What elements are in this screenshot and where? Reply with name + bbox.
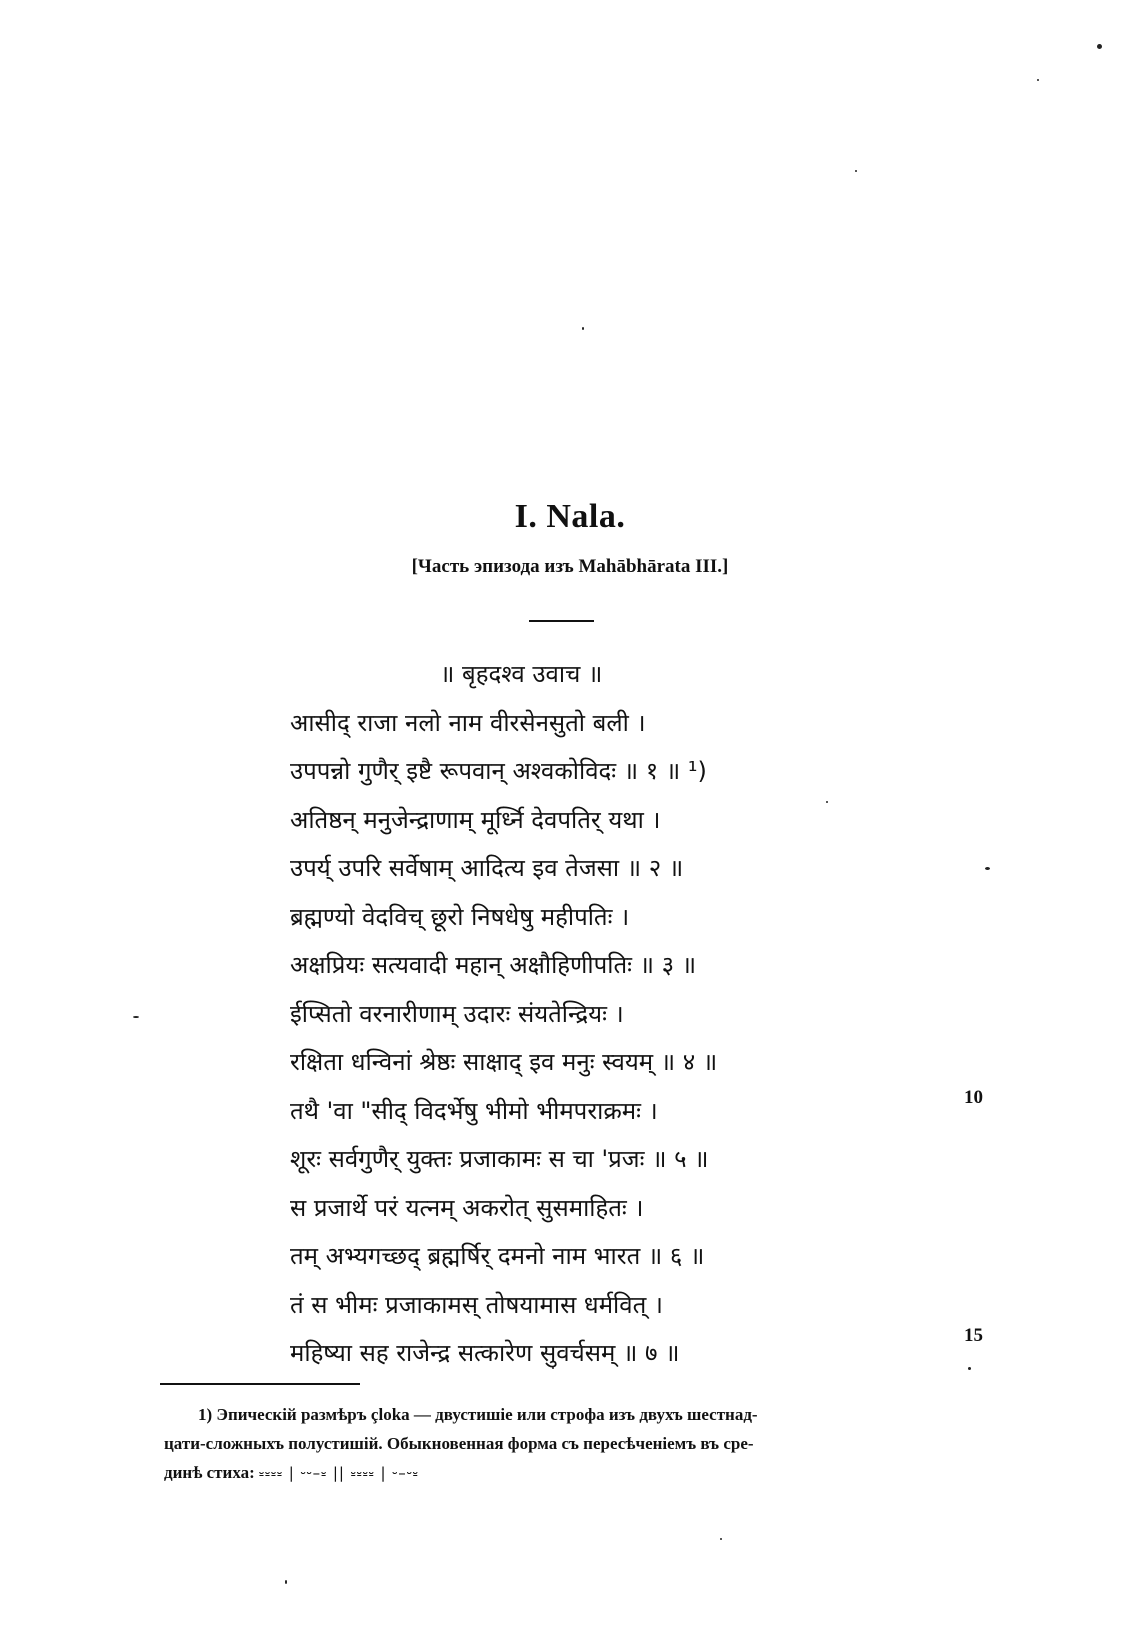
verse-line: ईप्सितो वरनारीणाम् उदारः संयतेन्द्रियः । [290,999,624,1028]
verse-line: अतिष्ठन् मनुजेन्द्राणाम् मूर्ध्नि देवपतिर् यथा । [290,805,661,834]
footnote-divider [160,1383,360,1385]
scan-speck [985,867,990,870]
scan-speck [855,170,857,172]
scan-speck [285,1580,287,1584]
line-number-10: 10 [964,1087,983,1108]
verse-line: उपर्य् उपरि सर्वेषाम् आदित्य इव तेजसा ॥ २ ॥ [290,854,684,882]
verse-block [290,650,910,1378]
verse-line: तम् अभ्यगच्छद् ब्रह्मर्षिर् दमनो नाम भारत ॥ ६ ॥ [290,1242,705,1270]
scan-speck [133,1016,139,1018]
scan-speck [1097,44,1102,49]
verse-line: तथै 'वा "सीद् विदर्भेषु भीमो भीमपराक्रमः । [290,1096,658,1125]
footnote-line-1: 1) Эпическій размѣръ çloka — двустишіе или строфа изъ двухъ шестнад- [198,1405,758,1424]
footnote-line-3-text: динѣ стиха: [164,1463,255,1482]
verse-line: रक्षिता धन्विनां श्रेष्ठः साक्षाद् इव मनुः स्वयम् ॥ ४ ॥ [290,1048,718,1076]
footnote-line-3 [164,1458,968,1488]
line-number-15: 15 [964,1325,983,1346]
verse-line: ब्रह्मण्यो वेदविच् छूरो निषधेषु महीपतिः । [290,902,630,931]
scan-speck [720,1538,722,1540]
scan-speck [968,1367,971,1370]
footnote [164,1400,968,1488]
footnote-line-2: цати-сложныхъ полустишій. Обыкновенная форма съ пересѣченіемъ въ сре- [164,1434,754,1453]
verse-line: तं स भीमः प्रजाकामस् तोषयामास धर्मवित् । [290,1290,664,1319]
page-title: I. Nala. [514,498,626,535]
verse-line: शूरः सर्वगुणैर् युक्तः प्रजाकामः स चा 'प्रजः ॥ ५ ॥ [290,1145,709,1173]
verse-line: उपपन्नो गुणैर् इष्टै रूपवान् अश्वकोविदः ॥ १ ॥ ¹) [290,757,707,785]
scan-speck [1037,79,1039,81]
scan-speck [582,327,584,330]
page-subtitle: [Часть эпизода изъ Mahābhārata III.] [411,556,729,577]
scan-speck [552,1367,554,1369]
verse-line: स प्रजार्थे परं यत्नम् अकरोत् सुसमाहितः । [290,1193,644,1222]
verse-line: महिष्या सह राजेन्द्र सत्कारेण सुवर्चसम् ॥ ७ ॥ [290,1339,680,1367]
verse-heading: ॥ बृहदश्व उवाच ॥ [440,660,603,688]
verse-line: अक्षप्रियः सत्यवादी महान् अक्षौहिणीपतिः ॥ ३ ॥ [290,951,697,979]
meter-scheme: ⏓⏓⏓⏓ | ⏑⏑–⏓ || ⏓⏓⏓⏓ | ⏑–⏑⏓ [259,1464,419,1482]
title-divider [529,620,594,622]
verse-line: आसीद् राजा नलो नाम वीरसेनसुतो बली । [290,708,646,737]
scan-speck [826,801,828,803]
